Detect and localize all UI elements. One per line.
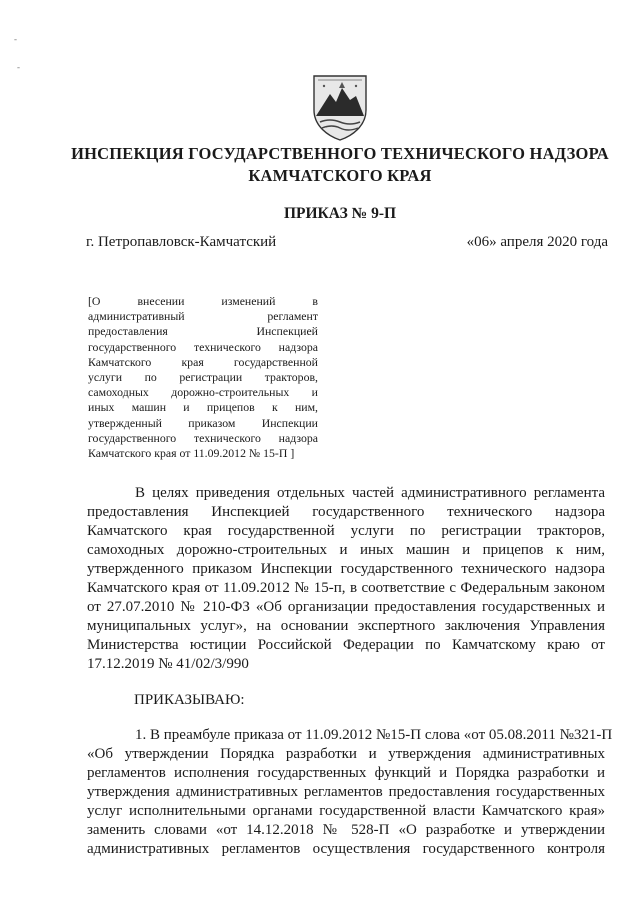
item-line: «Об утверждении Порядка разработки и утверждения административных (87, 746, 605, 762)
order-city: г. Петропавловск-Камчатский (86, 234, 277, 250)
preamble-line: муниципальных услуг», на основании экспертного заключения Управления (87, 618, 605, 634)
order-title: ПРИКАЗ № 9-П (283, 205, 397, 222)
item-line: услуг исполнительными органами государственной власти Камчатского края» (87, 803, 605, 819)
subject-line: Камчатского края от 11.09.2012 № 15-П ] (88, 446, 295, 461)
preamble-line: самоходных дорожно-строительных и иных машин и прицепов к ним, (87, 542, 605, 558)
subject-line: государственного технического надзора (88, 339, 318, 354)
subject-line: услуги по регистрации тракторов, (88, 370, 318, 385)
subject-line: административный регламент (88, 309, 318, 324)
subject-line: [О внесении изменений в (88, 294, 318, 308)
preamble-line: В целях приведения отдельных частей административного регламента (135, 485, 605, 501)
order-subject (88, 294, 318, 461)
item-line: административных регламентов осуществления государственного контроля (87, 841, 605, 857)
preamble-paragraph (87, 484, 605, 674)
authority-name-line2: КАМЧАТСКОГО КРАЯ (248, 166, 432, 185)
preamble-line: Камчатского края от 11.09.2012 № 15-п, в соответствие с Федеральным законом (87, 580, 605, 596)
subject-line: иных машин и прицепов к ним, (88, 400, 318, 415)
item-line: регламентов исполнения государственных функций и Порядка разработки и (87, 765, 605, 781)
item-line: 1. В преамбуле приказа от 11.09.2012 №15-П слова «от 05.08.2011 №321-П (135, 727, 613, 743)
preamble-line: предоставления Инспекцией государственного технического надзора (87, 504, 605, 520)
subject-line: государственного технического надзора (88, 430, 318, 445)
item-line: утверждения административных регламентов предоставления государственных (87, 784, 605, 800)
subject-line: предоставления Инспекцией (88, 324, 318, 339)
authority-name-line1: ИНСПЕКЦИЯ ГОСУДАРСТВЕННОГО ТЕХНИЧЕСКОГО НАДЗОРА (71, 144, 609, 163)
subject-line: Камчатского края государственной (88, 354, 318, 369)
preamble-line: утвержденного приказом Инспекции государственного технического надзора (87, 561, 605, 577)
kamchatka-coat-of-arms-icon (304, 70, 376, 142)
scan-speck: - (17, 62, 20, 72)
subject-line: утвержденный приказом Инспекции (88, 415, 318, 430)
order-command: ПРИКАЗЫВАЮ: (134, 692, 245, 708)
preamble-line: от 27.07.2010 № 210-ФЗ «Об организации предоставления государственных и (87, 599, 605, 615)
subject-line: самоходных дорожно-строительных и (88, 385, 318, 400)
preamble-line: 17.12.2019 № 41/02/3/990 (87, 656, 249, 672)
order-date: «06» апреля 2020 года (466, 234, 608, 250)
item-line: заменить словами «от 14.12.2018 № 528-П «О разработке и утверждении (87, 822, 605, 838)
preamble-line: Камчатского края государственной услуги по регистрации тракторов, (87, 523, 605, 539)
scan-speck: - (14, 34, 17, 44)
order-item-1 (87, 726, 613, 859)
preamble-line: Министерства юстиции Российской Федерации по Камчатскому краю от (87, 637, 605, 653)
